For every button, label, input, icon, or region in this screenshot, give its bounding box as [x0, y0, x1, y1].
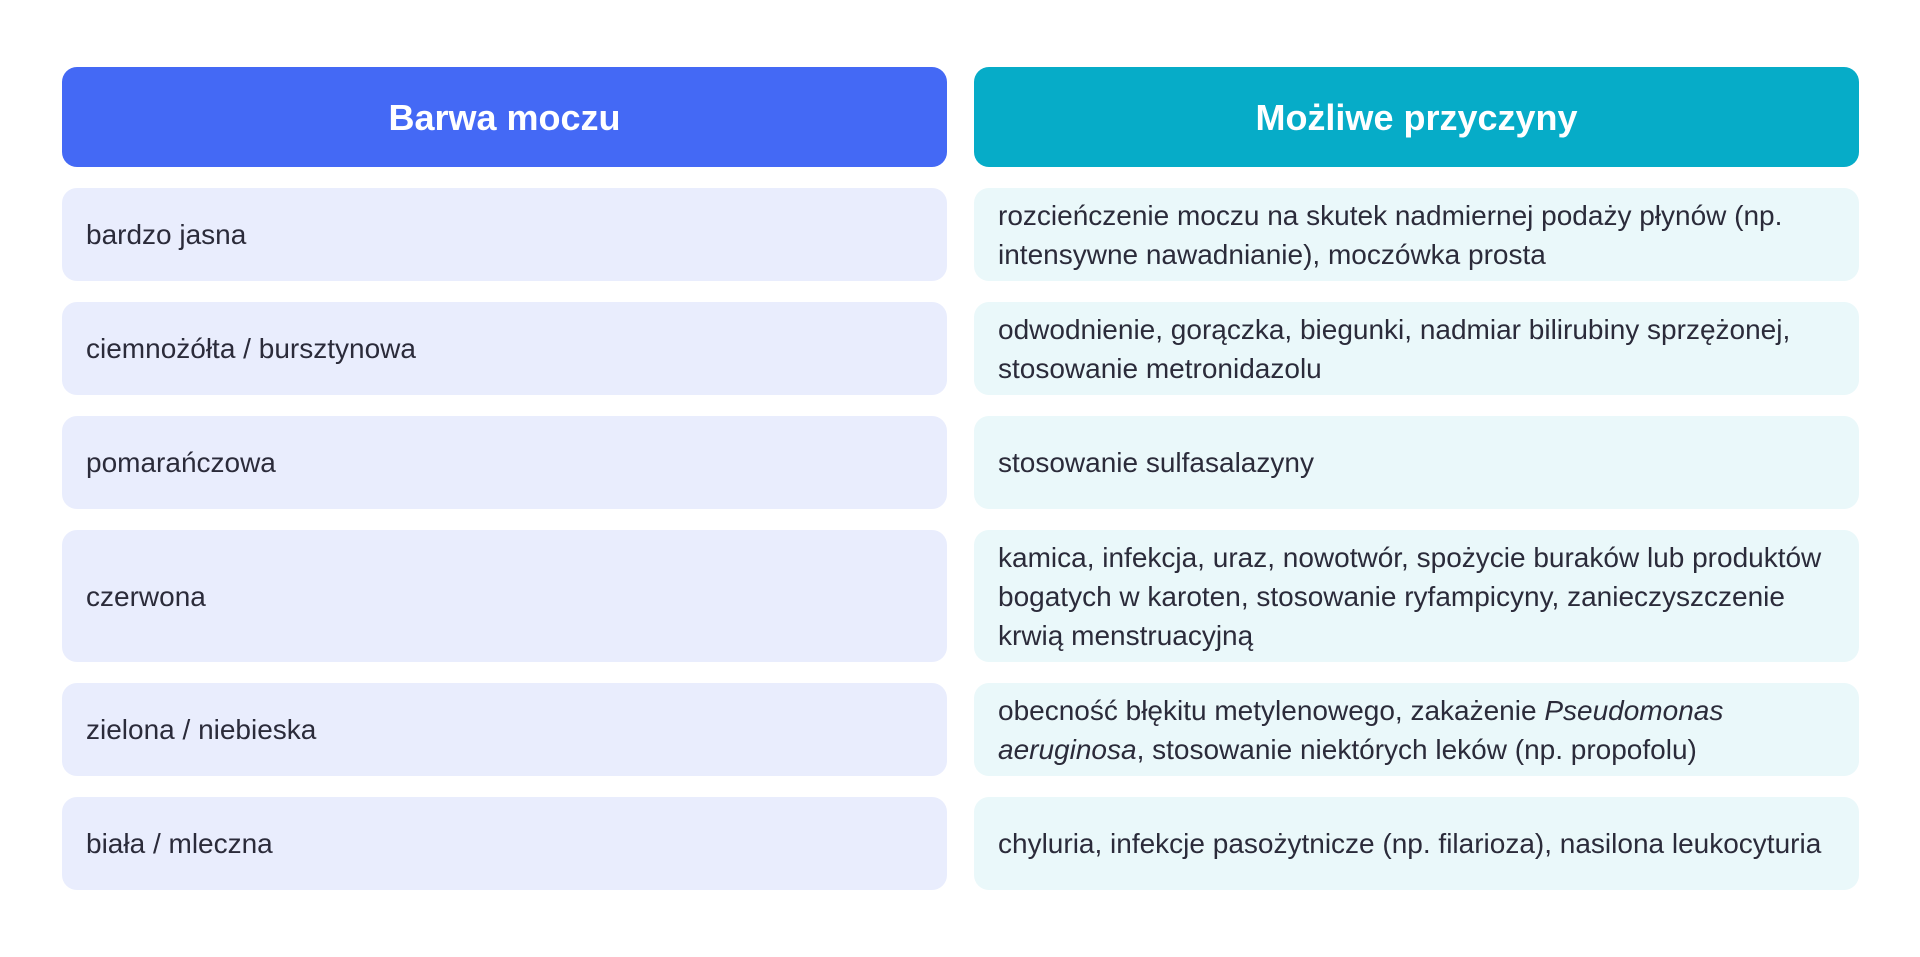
cause-text-end: , stosowanie niektórych leków (np. propofolu)	[1136, 733, 1697, 765]
urine-color-cell: biała / mleczna	[62, 797, 947, 890]
table-row	[62, 302, 1859, 395]
urine-color-cell: bardzo jasna	[62, 188, 947, 281]
table-header-row	[62, 67, 1859, 167]
column-header-urine-color: Barwa moczu	[62, 67, 947, 167]
urine-color-cell: czerwona	[62, 530, 947, 662]
urine-color-cell: zielona / niebieska	[62, 683, 947, 776]
table-row	[62, 797, 1859, 890]
bacteria-name-italic: Pseudomonas aeruginosa	[998, 694, 1724, 765]
possible-causes-cell: kamica, infekcja, uraz, nowotwór, spożycie buraków lub produktów bogatych w karoten, stosowanie ryfampicyny, zanieczyszczenie krwią menstruacyjną	[974, 530, 1859, 662]
urine-color-table	[62, 67, 1859, 911]
table-row	[62, 683, 1859, 776]
possible-causes-cell: odwodnienie, gorączka, biegunki, nadmiar bilirubiny sprzężonej, stosowanie metronidazolu	[974, 302, 1859, 395]
possible-causes-cell: rozcieńczenie moczu na skutek nadmiernej podaży płynów (np. intensywne nawadnianie), moczówka prosta	[974, 188, 1859, 281]
column-header-possible-causes: Możliwe przyczyny	[974, 67, 1859, 167]
table-row	[62, 188, 1859, 281]
urine-color-cell: pomarańczowa	[62, 416, 947, 509]
cause-text-start: obecność błękitu metylenowego, zakażenie	[998, 694, 1545, 726]
possible-causes-cell	[974, 683, 1859, 776]
possible-causes-cell: stosowanie sulfasalazyny	[974, 416, 1859, 509]
urine-color-cell: ciemnożółta / bursztynowa	[62, 302, 947, 395]
table-row	[62, 530, 1859, 662]
table-row	[62, 416, 1859, 509]
possible-causes-cell: chyluria, infekcje pasożytnicze (np. filarioza), nasilona leukocyturia	[974, 797, 1859, 890]
